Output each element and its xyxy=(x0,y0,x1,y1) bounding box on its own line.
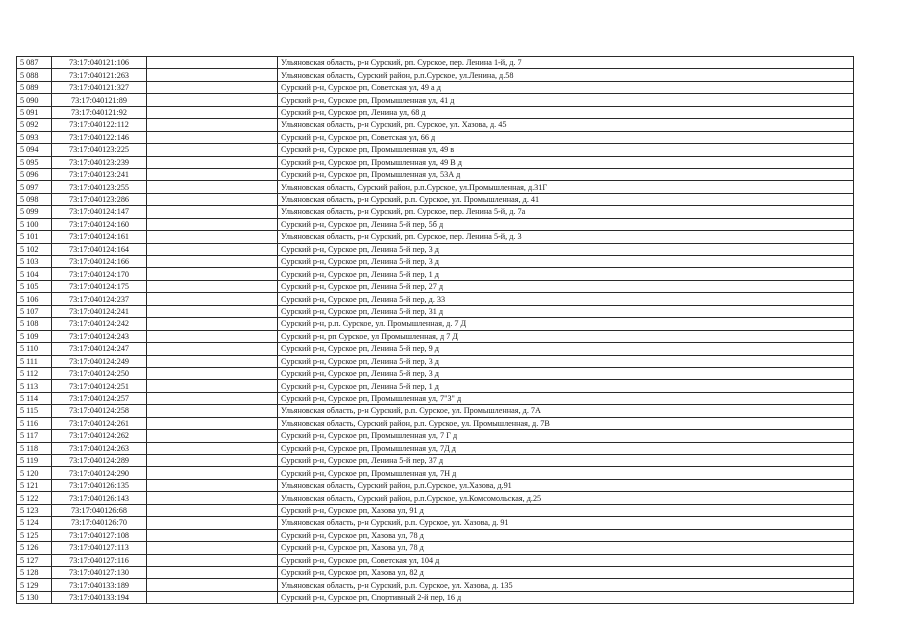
row-number-cell: 5 105 xyxy=(17,280,52,292)
table-row xyxy=(17,343,854,355)
empty-cell xyxy=(147,330,278,342)
address-cell: Ульяновская область, Сурский район, р.п.Сурское, ул.Промышленная, д.31Г xyxy=(278,181,854,193)
cadastral-number-cell: 73:17:040127:108 xyxy=(52,529,147,541)
empty-cell xyxy=(147,305,278,317)
cadastral-number-cell: 73:17:040124:257 xyxy=(52,392,147,404)
table-row xyxy=(17,542,854,554)
row-number-cell: 5 106 xyxy=(17,293,52,305)
address-cell: Сурский р-н, Сурское рп, Ленина ул, 68 д xyxy=(278,106,854,118)
empty-cell xyxy=(147,168,278,180)
row-number-cell: 5 119 xyxy=(17,455,52,467)
row-number-cell: 5 092 xyxy=(17,119,52,131)
row-number-cell: 5 094 xyxy=(17,144,52,156)
empty-cell xyxy=(147,455,278,467)
row-number-cell: 5 113 xyxy=(17,380,52,392)
empty-cell xyxy=(147,367,278,379)
address-cell: Сурский р-н, Сурское рп, Ленина 5-й пер, 3 д xyxy=(278,256,854,268)
cadastral-number-cell: 73:17:040121:327 xyxy=(52,81,147,93)
table-row xyxy=(17,256,854,268)
address-cell: Сурский р-н, Сурское рп, Промышленная ул, 53А д xyxy=(278,168,854,180)
row-number-cell: 5 128 xyxy=(17,566,52,578)
address-cell: Ульяновская область, р-н Сурский, рп. Сурское, пер. Ленина 5-й, д. 7а xyxy=(278,206,854,218)
empty-cell xyxy=(147,218,278,230)
table-row xyxy=(17,529,854,541)
empty-cell xyxy=(147,144,278,156)
empty-cell xyxy=(147,504,278,516)
table-row xyxy=(17,367,854,379)
table-row xyxy=(17,293,854,305)
cadastral-number-cell: 73:17:040121:92 xyxy=(52,106,147,118)
cadastral-number-cell: 73:17:040133:189 xyxy=(52,579,147,591)
cadastral-number-cell: 73:17:040124:242 xyxy=(52,318,147,330)
table-row xyxy=(17,479,854,491)
address-cell: Сурский р-н, Сурское рп, Ленина 5-й пер, 3 д xyxy=(278,243,854,255)
address-cell: Сурский р-н, Сурское рп, Ленина 5-й пер, 1 д xyxy=(278,268,854,280)
empty-cell xyxy=(147,517,278,529)
row-number-cell: 5 101 xyxy=(17,231,52,243)
empty-cell xyxy=(147,293,278,305)
row-number-cell: 5 111 xyxy=(17,355,52,367)
empty-cell xyxy=(147,243,278,255)
empty-cell xyxy=(147,256,278,268)
row-number-cell: 5 098 xyxy=(17,193,52,205)
row-number-cell: 5 114 xyxy=(17,392,52,404)
table-row xyxy=(17,455,854,467)
table-row xyxy=(17,106,854,118)
empty-cell xyxy=(147,318,278,330)
address-cell: Ульяновская область, Сурский район, р.п.Сурское, ул.Комсомольская, д.25 xyxy=(278,492,854,504)
address-cell: Сурский р-н, Сурское рп, Ленина 5-й пер, 1 д xyxy=(278,380,854,392)
address-cell: Ульяновская область, р-н Сурский, рп. Сурское, пер. Ленина 1-й, д. 7 xyxy=(278,57,854,69)
empty-cell xyxy=(147,193,278,205)
cadastral-number-cell: 73:17:040124:147 xyxy=(52,206,147,218)
table-row xyxy=(17,206,854,218)
address-cell: Ульяновская область, р-н Сурский, р.п. Сурское, ул. Хазова, д. 135 xyxy=(278,579,854,591)
table-row xyxy=(17,57,854,69)
row-number-cell: 5 124 xyxy=(17,517,52,529)
empty-cell xyxy=(147,529,278,541)
cadastral-number-cell: 73:17:040121:106 xyxy=(52,57,147,69)
table-row xyxy=(17,119,854,131)
cadastral-number-cell: 73:17:040126:143 xyxy=(52,492,147,504)
row-number-cell: 5 127 xyxy=(17,554,52,566)
empty-cell xyxy=(147,405,278,417)
row-number-cell: 5 099 xyxy=(17,206,52,218)
cadastral-number-cell: 73:17:040126:135 xyxy=(52,479,147,491)
cadastral-number-cell: 73:17:040126:68 xyxy=(52,504,147,516)
address-cell: Сурский р-н, Сурское рп, Промышленная ул, 7Д д xyxy=(278,442,854,454)
row-number-cell: 5 116 xyxy=(17,417,52,429)
address-cell: Сурский р-н, Сурское рп, Советская ул, 104 д xyxy=(278,554,854,566)
address-cell: Ульяновская область, Сурский район, р.п.Сурское, ул.Ленина, д.58 xyxy=(278,69,854,81)
table-row xyxy=(17,330,854,342)
table-row xyxy=(17,380,854,392)
row-number-cell: 5 102 xyxy=(17,243,52,255)
empty-cell xyxy=(147,81,278,93)
cadastral-number-cell: 73:17:040124:289 xyxy=(52,455,147,467)
row-number-cell: 5 126 xyxy=(17,542,52,554)
table-row xyxy=(17,94,854,106)
address-cell: Сурский р-н, Сурское рп, Хазова ул, 91 д xyxy=(278,504,854,516)
address-cell: Сурский р-н, Сурское рп, Промышленная ул, 7Н д xyxy=(278,467,854,479)
table-row xyxy=(17,268,854,280)
address-cell: Сурский р-н, Сурское рп, Хазова ул, 82 д xyxy=(278,566,854,578)
empty-cell xyxy=(147,467,278,479)
cadastral-number-cell: 73:17:040124:243 xyxy=(52,330,147,342)
cadastral-table xyxy=(16,56,854,604)
address-cell: Сурский р-н, Сурское рп, Советская ул, 49 а д xyxy=(278,81,854,93)
row-number-cell: 5 130 xyxy=(17,591,52,603)
table-row xyxy=(17,430,854,442)
empty-cell xyxy=(147,268,278,280)
empty-cell xyxy=(147,417,278,429)
table-row xyxy=(17,579,854,591)
cadastral-number-cell: 73:17:040124:262 xyxy=(52,430,147,442)
table-row xyxy=(17,243,854,255)
cadastral-number-cell: 73:17:040121:263 xyxy=(52,69,147,81)
table-row xyxy=(17,492,854,504)
address-cell: Сурский р-н, Сурское рп, Спортивный 2-й пер, 16 д xyxy=(278,591,854,603)
empty-cell xyxy=(147,566,278,578)
address-cell: Ульяновская область, р-н Сурский, р.п. Сурское, ул. Промышленная, д. 41 xyxy=(278,193,854,205)
cadastral-number-cell: 73:17:040127:113 xyxy=(52,542,147,554)
row-number-cell: 5 104 xyxy=(17,268,52,280)
row-number-cell: 5 107 xyxy=(17,305,52,317)
cadastral-number-cell: 73:17:040124:261 xyxy=(52,417,147,429)
row-number-cell: 5 096 xyxy=(17,168,52,180)
table-row xyxy=(17,305,854,317)
row-number-cell: 5 117 xyxy=(17,430,52,442)
cadastral-number-cell: 73:17:040126:70 xyxy=(52,517,147,529)
empty-cell xyxy=(147,94,278,106)
empty-cell xyxy=(147,69,278,81)
row-number-cell: 5 125 xyxy=(17,529,52,541)
table-row xyxy=(17,566,854,578)
row-number-cell: 5 090 xyxy=(17,94,52,106)
table-row xyxy=(17,218,854,230)
row-number-cell: 5 121 xyxy=(17,479,52,491)
row-number-cell: 5 129 xyxy=(17,579,52,591)
empty-cell xyxy=(147,591,278,603)
empty-cell xyxy=(147,430,278,442)
cadastral-number-cell: 73:17:040124:247 xyxy=(52,343,147,355)
empty-cell xyxy=(147,106,278,118)
address-cell: Сурский р-н, Сурское рп, Промышленная ул, 49 В д xyxy=(278,156,854,168)
cadastral-number-cell: 73:17:040124:170 xyxy=(52,268,147,280)
empty-cell xyxy=(147,280,278,292)
row-number-cell: 5 122 xyxy=(17,492,52,504)
address-cell: Сурский р-н, Сурское рп, Ленина 5-й пер, 9 д xyxy=(278,343,854,355)
table-row xyxy=(17,81,854,93)
cadastral-number-cell: 73:17:040133:194 xyxy=(52,591,147,603)
address-cell: Сурский р-н, Сурское рп, Ленина 5-й пер, 37 д xyxy=(278,455,854,467)
address-cell: Сурский р-н, Сурское рп, Хазова ул, 78 д xyxy=(278,529,854,541)
cadastral-number-cell: 73:17:040124:175 xyxy=(52,280,147,292)
cadastral-number-cell: 73:17:040123:255 xyxy=(52,181,147,193)
cadastral-number-cell: 73:17:040127:130 xyxy=(52,566,147,578)
table-row xyxy=(17,193,854,205)
address-cell: Ульяновская область, р-н Сурский, р.п. Сурское, ул. Промышленная, д. 7А xyxy=(278,405,854,417)
cadastral-number-cell: 73:17:040124:290 xyxy=(52,467,147,479)
cadastral-number-cell: 73:17:040124:241 xyxy=(52,305,147,317)
table-row xyxy=(17,144,854,156)
empty-cell xyxy=(147,542,278,554)
address-cell: Ульяновская область, р-н Сурский, рп. Сурское, ул. Хазова, д. 45 xyxy=(278,119,854,131)
table-row xyxy=(17,181,854,193)
address-cell: Сурский р-н, Сурское рп, Ленина 5-й пер, д. 33 xyxy=(278,293,854,305)
row-number-cell: 5 091 xyxy=(17,106,52,118)
table-row xyxy=(17,156,854,168)
cadastral-number-cell: 73:17:040123:225 xyxy=(52,144,147,156)
address-cell: Ульяновская область, Сурский район, р.п. Сурское, ул. Промышленная, д. 7В xyxy=(278,417,854,429)
empty-cell xyxy=(147,392,278,404)
cadastral-number-cell: 73:17:040123:239 xyxy=(52,156,147,168)
address-cell: Сурский р-н, Сурское рп, Промышленная ул, 49 в xyxy=(278,144,854,156)
empty-cell xyxy=(147,579,278,591)
row-number-cell: 5 108 xyxy=(17,318,52,330)
table-row xyxy=(17,517,854,529)
empty-cell xyxy=(147,380,278,392)
table-row xyxy=(17,504,854,516)
table-row xyxy=(17,467,854,479)
row-number-cell: 5 100 xyxy=(17,218,52,230)
row-number-cell: 5 120 xyxy=(17,467,52,479)
cadastral-number-cell: 73:17:040124:160 xyxy=(52,218,147,230)
cadastral-number-cell: 73:17:040124:237 xyxy=(52,293,147,305)
cadastral-number-cell: 73:17:040124:263 xyxy=(52,442,147,454)
empty-cell xyxy=(147,57,278,69)
cadastral-number-cell: 73:17:040124:166 xyxy=(52,256,147,268)
table-row xyxy=(17,69,854,81)
row-number-cell: 5 087 xyxy=(17,57,52,69)
address-cell: Ульяновская область, р-н Сурский, рп. Сурское, пер. Ленина 5-й, д. 3 xyxy=(278,231,854,243)
address-cell: Сурский р-н, рп Сурское, ул Промышленная, д 7 Д xyxy=(278,330,854,342)
cadastral-number-cell: 73:17:040124:250 xyxy=(52,367,147,379)
empty-cell xyxy=(147,554,278,566)
address-cell: Сурский р-н, Сурское рп, Промышленная ул, 41 д xyxy=(278,94,854,106)
address-cell: Сурский р-н, Сурское рп, Ленина 5-й пер, 3 д xyxy=(278,367,854,379)
row-number-cell: 5 095 xyxy=(17,156,52,168)
cadastral-number-cell: 73:17:040122:146 xyxy=(52,131,147,143)
table-row xyxy=(17,392,854,404)
empty-cell xyxy=(147,206,278,218)
cadastral-number-cell: 73:17:040121:89 xyxy=(52,94,147,106)
table-row xyxy=(17,168,854,180)
table-row xyxy=(17,355,854,367)
empty-cell xyxy=(147,492,278,504)
cadastral-number-cell: 73:17:040124:164 xyxy=(52,243,147,255)
cadastral-number-cell: 73:17:040122:112 xyxy=(52,119,147,131)
table-body xyxy=(17,57,854,604)
row-number-cell: 5 089 xyxy=(17,81,52,93)
address-cell: Сурский р-н, р.п. Сурское, ул. Промышленная, д. 7 Д xyxy=(278,318,854,330)
table-row xyxy=(17,280,854,292)
address-cell: Сурский р-н, Сурское рп, Ленина 5-й пер, 27 д xyxy=(278,280,854,292)
address-cell: Сурский р-н, Сурское рп, Ленина 5-й пер, 3 д xyxy=(278,355,854,367)
row-number-cell: 5 088 xyxy=(17,69,52,81)
table-row xyxy=(17,554,854,566)
cadastral-number-cell: 73:17:040124:249 xyxy=(52,355,147,367)
row-number-cell: 5 103 xyxy=(17,256,52,268)
empty-cell xyxy=(147,231,278,243)
empty-cell xyxy=(147,479,278,491)
cadastral-number-cell: 73:17:040124:251 xyxy=(52,380,147,392)
address-cell: Ульяновская область, р-н Сурский, р.п. Сурское, ул. Хазова, д. 91 xyxy=(278,517,854,529)
table-row xyxy=(17,442,854,454)
table-row xyxy=(17,318,854,330)
row-number-cell: 5 112 xyxy=(17,367,52,379)
cadastral-number-cell: 73:17:040124:258 xyxy=(52,405,147,417)
empty-cell xyxy=(147,355,278,367)
empty-cell xyxy=(147,343,278,355)
empty-cell xyxy=(147,442,278,454)
address-cell: Сурский р-н, Сурское рп, Промышленная ул, 7"З" д xyxy=(278,392,854,404)
table-row xyxy=(17,591,854,603)
address-cell: Сурский р-н, Сурское рп, Промышленная ул, 7 Г д xyxy=(278,430,854,442)
empty-cell xyxy=(147,119,278,131)
table-row xyxy=(17,417,854,429)
address-cell: Ульяновская область, Сурский район, р.п.Сурское, ул.Хазова, д.91 xyxy=(278,479,854,491)
row-number-cell: 5 110 xyxy=(17,343,52,355)
cadastral-number-cell: 73:17:040123:286 xyxy=(52,193,147,205)
row-number-cell: 5 097 xyxy=(17,181,52,193)
row-number-cell: 5 123 xyxy=(17,504,52,516)
address-cell: Сурский р-н, Сурское рп, Хазова ул, 78 д xyxy=(278,542,854,554)
table-row xyxy=(17,405,854,417)
row-number-cell: 5 109 xyxy=(17,330,52,342)
table-row xyxy=(17,231,854,243)
cadastral-number-cell: 73:17:040123:241 xyxy=(52,168,147,180)
empty-cell xyxy=(147,156,278,168)
cadastral-number-cell: 73:17:040124:161 xyxy=(52,231,147,243)
row-number-cell: 5 093 xyxy=(17,131,52,143)
address-cell: Сурский р-н, Сурское рп, Советская ул, 66 д xyxy=(278,131,854,143)
table-row xyxy=(17,131,854,143)
empty-cell xyxy=(147,181,278,193)
cadastral-number-cell: 73:17:040127:116 xyxy=(52,554,147,566)
row-number-cell: 5 115 xyxy=(17,405,52,417)
address-cell: Сурский р-н, Сурское рп, Ленина 5-й пер, 31 д xyxy=(278,305,854,317)
empty-cell xyxy=(147,131,278,143)
row-number-cell: 5 118 xyxy=(17,442,52,454)
address-cell: Сурский р-н, Сурское рп, Ленина 5-й пер, 5б д xyxy=(278,218,854,230)
